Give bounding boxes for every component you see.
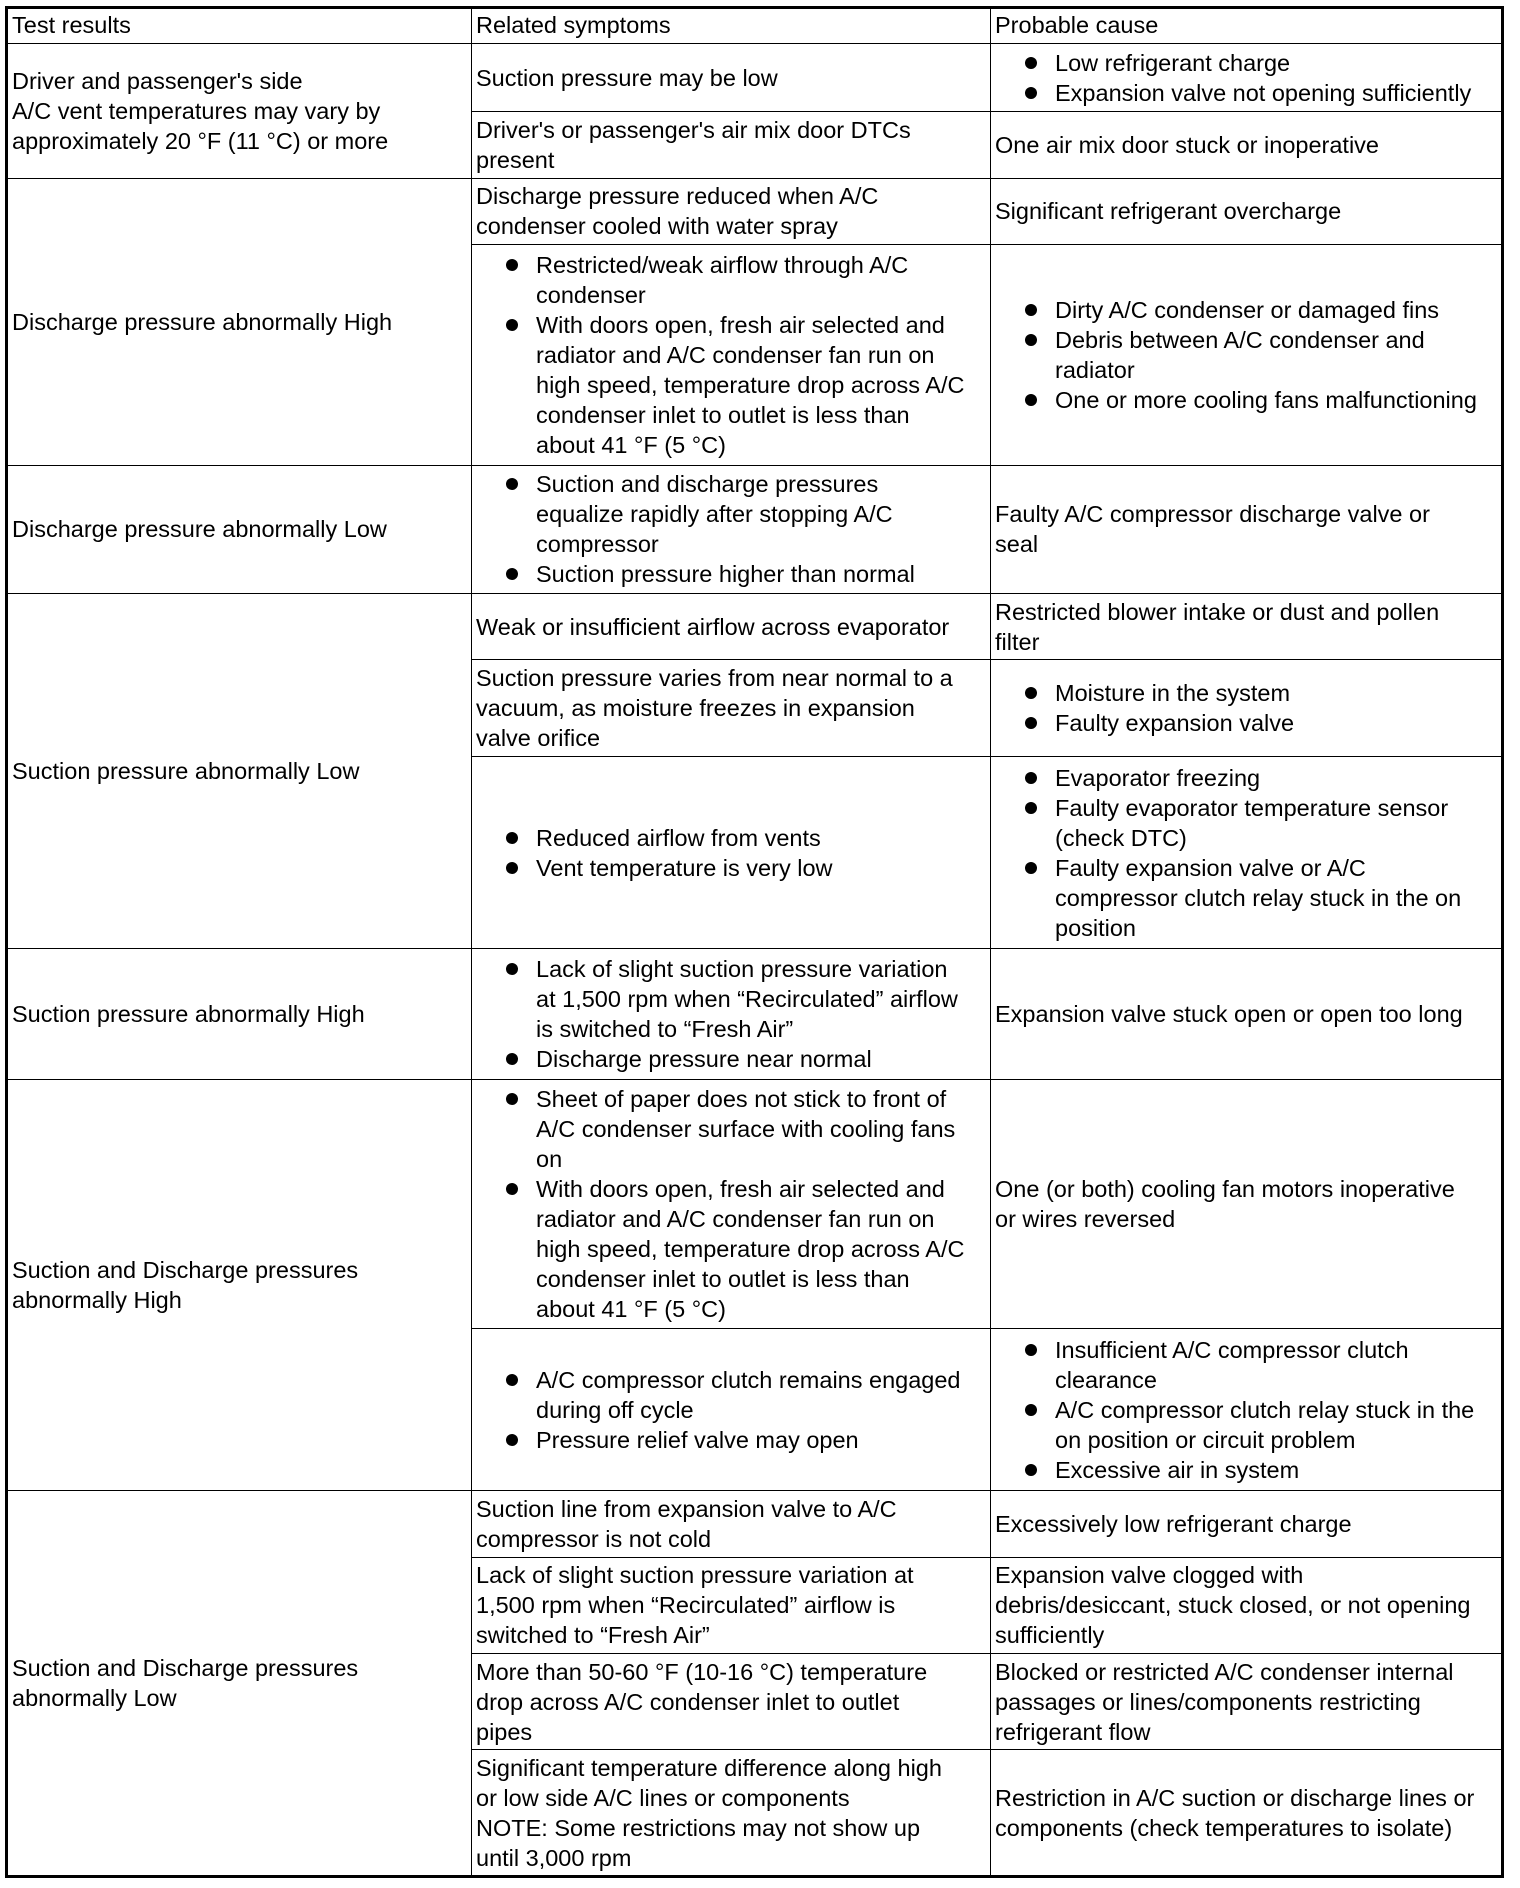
cell-text: Significant temperature difference along high or low side A/C lines or components NOTE: Some restrictions may not show up until 3,000 rpm	[476, 1754, 942, 1871]
cause-cell	[991, 1079, 1503, 1328]
bullet-item: Vent temperature is very low	[506, 853, 986, 883]
bullet-item: Lack of slight suction pressure variation at 1,500 rpm when “Recirculated” airflow is switched to “Fresh Air”	[506, 954, 986, 1044]
bullet-list	[476, 469, 986, 589]
bullet-item: Excessive air in system	[1025, 1455, 1497, 1485]
symptom-cell	[472, 1750, 991, 1877]
bullet-list	[476, 1084, 986, 1324]
cell-text: Suction pressure may be low	[476, 64, 778, 91]
cell-text: Discharge pressure abnormally Low	[12, 516, 387, 543]
cell-text: Discharge pressure abnormally High	[12, 308, 393, 335]
table-row	[7, 1079, 1503, 1328]
cell-text: Suction pressure abnormally Low	[12, 758, 360, 785]
cell-text: Restricted blower intake or dust and pollen filter	[995, 598, 1440, 655]
bullet-item: Faulty evaporator temperature sensor (check DTC)	[1025, 793, 1497, 853]
symptom-cell	[472, 178, 991, 244]
bullet-item: A/C compressor clutch relay stuck in the on position or circuit problem	[1025, 1395, 1497, 1455]
header-related-symptoms: Related symptoms	[472, 8, 991, 44]
symptom-cell	[472, 594, 991, 660]
test-result-cell	[7, 178, 472, 465]
bullet-item: Expansion valve not opening sufficiently	[1025, 78, 1497, 108]
cell-text: Suction and Discharge pressures abnormally High	[12, 1257, 359, 1314]
cell-text: Lack of slight suction pressure variation at 1,500 rpm when “Recirculated” airflow is switched to “Fresh Air”	[476, 1562, 914, 1649]
cell-text: Suction line from expansion valve to A/C compressor is not cold	[476, 1496, 897, 1553]
symptom-cell	[472, 1491, 991, 1557]
test-result-cell	[7, 44, 472, 178]
table-body	[7, 8, 1503, 1877]
cause-cell	[991, 465, 1503, 593]
cell-text: Discharge pressure reduced when A/C condenser cooled with water spray	[476, 183, 879, 240]
symptom-cell	[472, 112, 991, 178]
cause-cell	[991, 44, 1503, 112]
cell-text: Faulty A/C compressor discharge valve or seal	[995, 501, 1430, 558]
bullet-item: Suction and discharge pressures equalize rapidly after stopping A/C compressor	[506, 469, 986, 559]
cause-cell	[991, 660, 1503, 756]
bullet-item: Restricted/weak airflow through A/C condenser	[506, 250, 986, 310]
header-probable-cause: Probable cause	[991, 8, 1503, 44]
diagnosis-table	[5, 6, 1504, 1878]
symptom-cell	[472, 1079, 991, 1328]
cell-text: More than 50-60 °F (10-16 °C) temperature drop across A/C condenser inlet to outlet pipes	[476, 1658, 928, 1745]
cell-text: Suction pressure abnormally High	[12, 1001, 365, 1028]
bullet-list	[476, 954, 986, 1074]
test-result-cell	[7, 949, 472, 1079]
symptom-cell	[472, 949, 991, 1079]
bullet-item: Low refrigerant charge	[1025, 48, 1497, 78]
cell-text: Driver and passenger's side A/C vent temperatures may vary by approximately 20 °F (11 °C) or more	[12, 67, 389, 154]
cause-cell	[991, 756, 1503, 949]
cause-cell	[991, 1654, 1503, 1750]
symptom-cell	[472, 44, 991, 112]
bullet-item: Sheet of paper does not stick to front of A/C condenser surface with cooling fans on	[506, 1084, 986, 1174]
bullet-item: Evaporator freezing	[1025, 763, 1497, 793]
cell-text: Weak or insufficient airflow across evaporator	[476, 613, 950, 640]
symptom-cell	[472, 756, 991, 949]
cell-text: Driver's or passenger's air mix door DTCs present	[476, 116, 911, 173]
cell-text: Suction and Discharge pressures abnormally Low	[12, 1655, 359, 1712]
bullet-item: With doors open, fresh air selected and radiator and A/C condenser fan run on high speed, temperature drop across A/C condenser inlet to outlet is less than about 41 °F (5 °C)	[506, 1174, 986, 1324]
table-row	[7, 44, 1503, 112]
bullet-item: Discharge pressure near normal	[506, 1044, 986, 1074]
bullet-list	[995, 763, 1497, 943]
cause-cell	[991, 594, 1503, 660]
header-row	[7, 8, 1503, 44]
test-result-cell	[7, 594, 472, 949]
bullet-list	[476, 823, 986, 883]
cell-text: Suction pressure varies from near normal to a vacuum, as moisture freezes in expansion valve orifice	[476, 665, 953, 752]
cell-text: One air mix door stuck or inoperative	[995, 131, 1379, 158]
bullet-item: Suction pressure higher than normal	[506, 559, 986, 589]
bullet-item: Debris between A/C condenser and radiator	[1025, 325, 1497, 385]
bullet-item: Faulty expansion valve	[1025, 708, 1497, 738]
header-test-results: Test results	[7, 8, 472, 44]
cause-cell	[991, 244, 1503, 465]
bullet-item: One or more cooling fans malfunctioning	[1025, 385, 1497, 415]
cell-text: Expansion valve clogged with debris/desiccant, stuck closed, or not opening sufficiently	[995, 1562, 1471, 1649]
symptom-cell	[472, 465, 991, 593]
bullet-item: With doors open, fresh air selected and radiator and A/C condenser fan run on high speed, temperature drop across A/C condenser inlet to outlet is less than about 41 °F (5 °C)	[506, 310, 986, 460]
table-row	[7, 594, 1503, 660]
table-row	[7, 949, 1503, 1079]
cell-text: Blocked or restricted A/C condenser internal passages or lines/components restricting refrigerant flow	[995, 1658, 1454, 1745]
symptom-cell	[472, 1328, 991, 1491]
test-result-cell	[7, 1491, 472, 1877]
bullet-list	[995, 295, 1497, 415]
test-result-cell	[7, 465, 472, 593]
bullet-item: Dirty A/C condenser or damaged fins	[1025, 295, 1497, 325]
cause-cell	[991, 1557, 1503, 1653]
bullet-item: Insufficient A/C compressor clutch clearance	[1025, 1335, 1497, 1395]
test-result-cell	[7, 1079, 472, 1491]
symptom-cell	[472, 660, 991, 756]
cell-text: Expansion valve stuck open or open too long	[995, 1001, 1463, 1028]
bullet-item: Pressure relief valve may open	[506, 1425, 986, 1455]
bullet-item: A/C compressor clutch remains engaged during off cycle	[506, 1365, 986, 1425]
bullet-item: Moisture in the system	[1025, 678, 1497, 708]
bullet-list	[995, 1335, 1497, 1485]
cell-text: Restriction in A/C suction or discharge lines or components (check temperatures to isolate)	[995, 1784, 1475, 1841]
table-row	[7, 1491, 1503, 1557]
bullet-item: Faulty expansion valve or A/C compressor clutch relay stuck in the on position	[1025, 853, 1497, 943]
cause-cell	[991, 1328, 1503, 1491]
bullet-list	[995, 678, 1497, 738]
symptom-cell	[472, 244, 991, 465]
cause-cell	[991, 949, 1503, 1079]
cause-cell	[991, 178, 1503, 244]
bullet-list	[476, 1365, 986, 1455]
table-row	[7, 178, 1503, 244]
table-row	[7, 465, 1503, 593]
bullet-list	[476, 250, 986, 460]
bullet-list	[995, 48, 1497, 108]
cell-text: One (or both) cooling fan motors inoperative or wires reversed	[995, 1175, 1455, 1232]
cell-text: Excessively low refrigerant charge	[995, 1511, 1352, 1538]
symptom-cell	[472, 1557, 991, 1653]
cell-text: Significant refrigerant overcharge	[995, 198, 1342, 225]
symptom-cell	[472, 1654, 991, 1750]
cause-cell	[991, 1491, 1503, 1557]
cause-cell	[991, 112, 1503, 178]
cause-cell	[991, 1750, 1503, 1877]
bullet-item: Reduced airflow from vents	[506, 823, 986, 853]
